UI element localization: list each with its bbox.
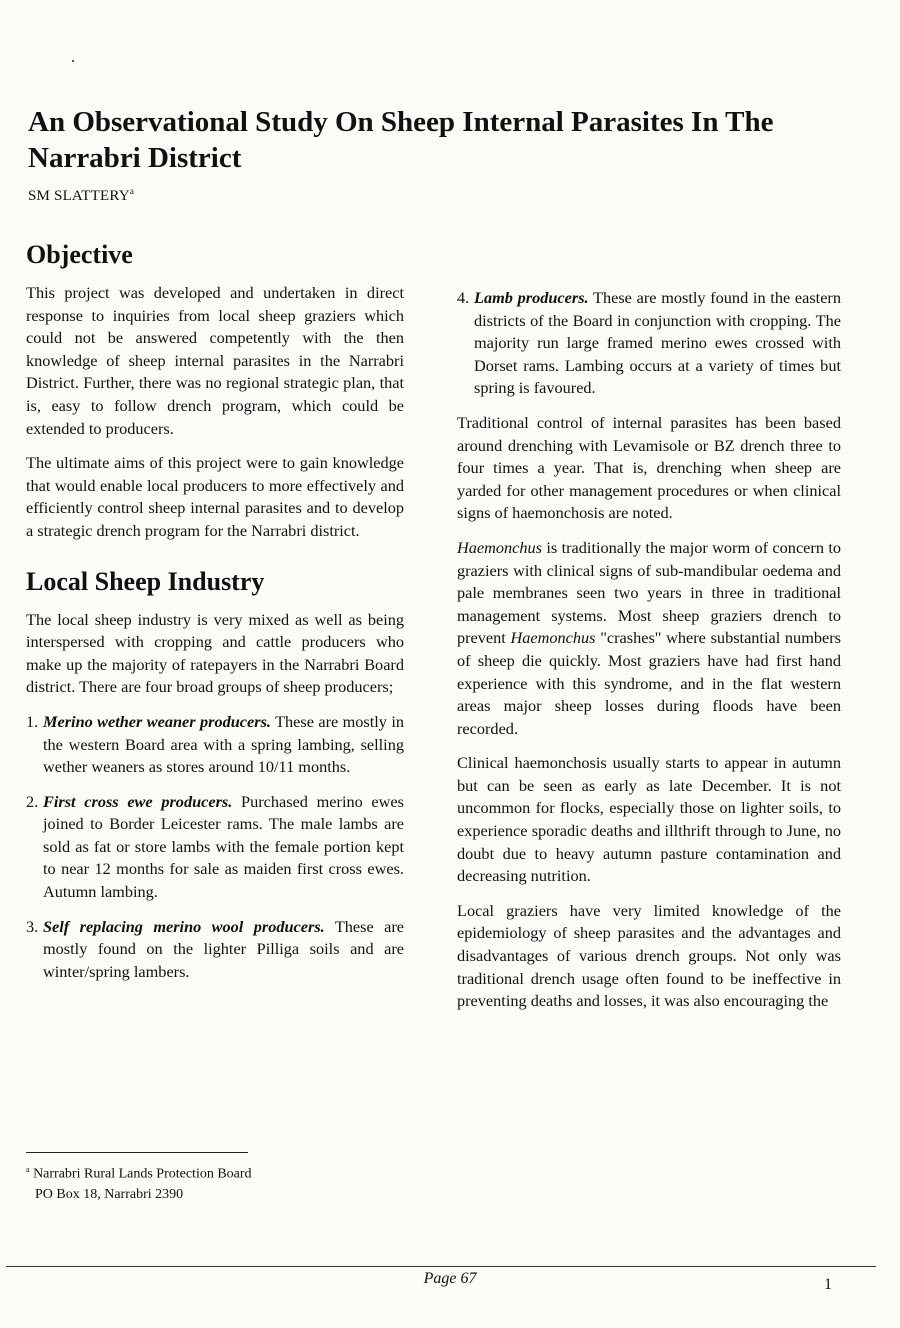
page-label: Page 67 xyxy=(423,1270,477,1287)
producer-text: These are mostly found in the eastern districts of the Board in conjunction with cropping. The majority run large framed merino ewes crossed with Dorset rams. Lambing occurs at a variety of times but spring is favoured. xyxy=(474,288,841,398)
footnote-line-2: PO Box 18, Narrabri 2390 xyxy=(35,1186,184,1202)
producer-text: Purchased merino ewes joined to Border Leicester rams. The male lambs are sold as fat or store lambs with the female portion kept to near 12 months for sale as maiden first cross ewes. Autumn lambing. xyxy=(43,791,404,902)
producer-item-2 xyxy=(26,791,404,904)
right-column xyxy=(457,287,841,1025)
producer-label: Self replacing merino wool producers. xyxy=(43,916,325,936)
scan-speck xyxy=(72,60,74,62)
haemonchus-text-2: "crashes" where substantial numbers of sheep die quickly. Most graziers have had first hand experience with this syndrome, and in the flat western areas major sheep losses during floods have been recorded. xyxy=(457,628,841,738)
footnote-marker: a xyxy=(26,1165,30,1174)
producer-number: 2. xyxy=(26,791,39,811)
paper-title: An Observational Study On Sheep Internal Parasites In The Narrabri District xyxy=(28,106,774,174)
objective-heading: Objective xyxy=(26,240,133,269)
objective-paragraph-2: The ultimate aims of this project were to gain knowledge that would enable local producers to more effectively and efficiently control sheep internal parasites and to develop a strategic drench program for the Narrabri district. xyxy=(26,453,404,540)
industry-heading: Local Sheep Industry xyxy=(26,566,265,596)
haemonchus-text-1: is traditionally the major worm of concern to graziers with clinical signs of sub-mandibular oedema and pale membranes seen two years in three in traditional management systems. Most sheep graziers drench to prevent xyxy=(457,537,841,648)
producer-item-3 xyxy=(26,916,404,984)
producer-text: These are mostly found on the lighter Pilliga soils and are winter/spring lambers. xyxy=(43,916,404,981)
producer-number: 4. xyxy=(457,288,470,307)
producer-label: Merino wether weaner producers. xyxy=(43,711,271,731)
producer-list xyxy=(26,711,404,984)
control-paragraph: Traditional control of internal parasites has been based around drenching with Levamisole or BZ drench three to four times a year. That is, drenching when sheep are yarded for other management procedures or when clinical signs of haemonchosis are noted. xyxy=(457,412,841,523)
knowledge-paragraph: Local graziers have very limited knowledge of the epidemiology of sheep parasites and the advantages and disadvantages of various drench groups. Not only was traditional drench usage often found to be ineffective in preventing deaths and losses, it was also encouraging the xyxy=(457,900,841,1011)
footnote-line-1: Narrabri Rural Lands Protection Board xyxy=(33,1166,252,1182)
left-column xyxy=(26,238,404,995)
author-line xyxy=(28,186,134,205)
industry-intro: The local sheep industry is very mixed as well as being interspersed with cropping and cattle producers who make up the majority of ratepayers in the Narrabri Board district. There are four broad groups of sheep producers; xyxy=(26,609,404,697)
footer-divider xyxy=(6,1266,876,1267)
genus-name: Haemonchus xyxy=(510,628,596,648)
producer-label: Lamb producers. xyxy=(474,288,589,307)
page-number: 1 xyxy=(824,1276,832,1293)
producer-item-1 xyxy=(26,711,404,779)
author-marker: a xyxy=(129,186,135,196)
clinical-paragraph: Clinical haemonchosis usually starts to appear in autumn but can be seen as early as late December. It is not uncommon for flocks, especially those on lighter soils, to experience sporadic deaths and illthrift through to June, no doubt due to heavy autumn pasture contamination and decreasing nutrition. xyxy=(457,753,841,886)
footnote xyxy=(26,1160,252,1205)
producer-text: These are mostly in the western Board area with a spring lambing, selling wether weaners as stores around 10/11 months. xyxy=(43,711,404,777)
producer-list-continued xyxy=(457,287,841,400)
producer-number: 3. xyxy=(26,916,39,936)
author-name: SM SLATTERY xyxy=(28,188,130,204)
footnote-divider xyxy=(26,1152,248,1153)
objective-paragraph-1: This project was developed and undertaken in direct response to inquiries from local sheep graziers which could not be answered competently with the then knowledge of sheep internal parasites in the Narrabri District. Further, there was no regional strategic plan, that is, easy to follow drench program, which could be extended to producers. xyxy=(26,283,404,438)
haemonchus-paragraph xyxy=(457,537,841,740)
genus-name: Haemonchus xyxy=(457,537,543,557)
producer-number: 1. xyxy=(26,711,39,731)
producer-item-4 xyxy=(457,287,841,400)
producer-label: First cross ewe producers. xyxy=(43,791,233,811)
